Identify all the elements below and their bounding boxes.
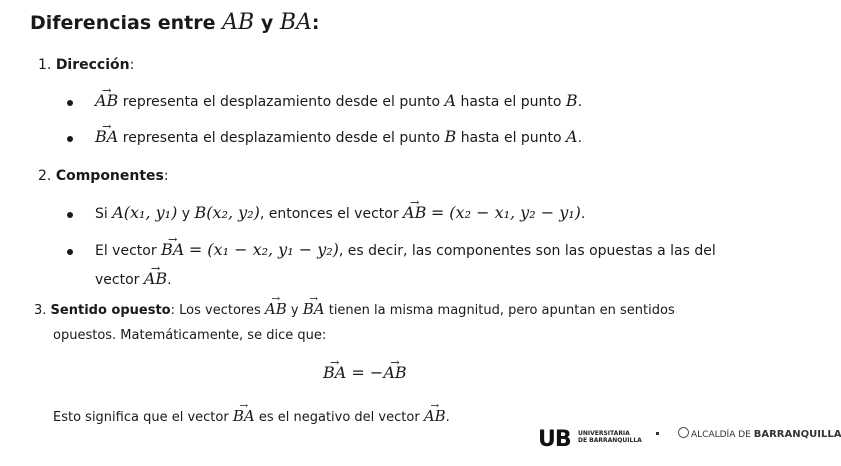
ub-text-line2: DE BARRANQUILLA bbox=[578, 437, 642, 444]
vector-ab: → AB bbox=[424, 407, 446, 425]
bullet bbox=[67, 249, 73, 255]
ub-logo-text: UB bbox=[538, 427, 571, 452]
text: El vector bbox=[95, 243, 157, 259]
text: Si bbox=[95, 206, 108, 222]
text: y bbox=[181, 206, 191, 222]
item-label: Dirección bbox=[55, 57, 130, 73]
componentes-bullet-2 bbox=[95, 240, 716, 259]
text: representa el desplazamiento desde el punto bbox=[122, 94, 441, 110]
equation: = (x₂ − x₁, y₂ − y₁) bbox=[430, 203, 581, 222]
text: tienen la misma magnitud, pero apuntan en sentidos bbox=[328, 303, 675, 318]
ub-text-line1: UNIVERSITARIA bbox=[578, 430, 630, 437]
sentido-significa bbox=[53, 407, 450, 425]
equation-ba-neg-ab bbox=[323, 363, 407, 382]
vector-ba: → BA bbox=[95, 127, 118, 146]
item-sentido-line2 bbox=[53, 328, 326, 343]
item-number: 2. bbox=[38, 168, 52, 184]
bullet bbox=[67, 136, 73, 142]
ub-logo bbox=[538, 427, 571, 452]
direccion-bullet-1 bbox=[95, 91, 582, 110]
item-direccion-heading bbox=[38, 57, 134, 73]
text: Esto significa que el vector bbox=[53, 410, 229, 425]
item-colon: : bbox=[163, 168, 169, 184]
equation: = (x₁ − x₂, y₁ − y₂) bbox=[188, 240, 339, 259]
point: A bbox=[566, 127, 578, 146]
title-text: Diferencias entre bbox=[30, 12, 216, 34]
vector-ab: → AB bbox=[403, 203, 426, 222]
punct: . bbox=[580, 206, 586, 222]
point: A bbox=[444, 91, 457, 110]
item-sentido-line1 bbox=[34, 300, 675, 318]
text: , es decir, las componentes son las opuestas a las del bbox=[338, 243, 716, 259]
title-ab: AB bbox=[222, 10, 255, 35]
equation-operator: = − bbox=[351, 363, 384, 382]
punct: . bbox=[167, 272, 172, 288]
item-label: Sentido opuesto bbox=[50, 303, 171, 318]
text: , entonces el vector bbox=[259, 206, 399, 222]
text: y bbox=[290, 303, 299, 318]
punct: . bbox=[577, 94, 583, 110]
item-colon: : bbox=[129, 57, 135, 73]
alcaldia-prefix: ALCALDÍA DE bbox=[691, 430, 751, 440]
text: opuestos. Matemáticamente, se dice que: bbox=[53, 328, 327, 343]
item-componentes-heading bbox=[38, 168, 169, 184]
vector-ab: → AB bbox=[265, 300, 287, 318]
title-ba: BA bbox=[279, 10, 312, 35]
alcaldia-emblem-icon bbox=[678, 427, 689, 438]
alcaldia-logo bbox=[678, 427, 841, 440]
vector-ba: → BA bbox=[323, 363, 346, 382]
point: B bbox=[444, 127, 457, 146]
direccion-bullet-2 bbox=[95, 127, 582, 146]
text: hasta el punto bbox=[460, 94, 562, 110]
bullet bbox=[67, 100, 73, 106]
page-title bbox=[30, 10, 320, 35]
text: vector bbox=[95, 272, 140, 288]
punct: . bbox=[577, 130, 583, 146]
vector-ba: → BA bbox=[161, 240, 184, 259]
item-colon: : bbox=[170, 303, 175, 318]
vector-ab: → AB bbox=[95, 91, 118, 110]
text: Los vectores bbox=[179, 303, 261, 318]
bullet bbox=[67, 212, 73, 218]
ub-logo-caption bbox=[578, 430, 642, 444]
point-a-coords: A(x₁, y₁) bbox=[112, 203, 178, 222]
point: B bbox=[565, 91, 578, 110]
point-b-coords: B(x₂, y₂) bbox=[194, 203, 260, 222]
item-label: Componentes bbox=[55, 168, 164, 184]
footer-separator bbox=[656, 432, 659, 435]
componentes-bullet-1 bbox=[95, 203, 585, 222]
alcaldia-name: BARRANQUILLA bbox=[753, 429, 841, 440]
vector-ba: → BA bbox=[303, 300, 325, 318]
item-number: 1. bbox=[38, 57, 52, 73]
text: es el negativo del vector bbox=[258, 410, 420, 425]
componentes-bullet-2-line2 bbox=[95, 269, 172, 288]
punct: . bbox=[445, 410, 450, 425]
title-colon: : bbox=[311, 12, 320, 34]
vector-ab: → AB bbox=[144, 269, 167, 288]
item-number: 3. bbox=[34, 303, 47, 318]
vector-ba: → BA bbox=[233, 407, 255, 425]
text: representa el desplazamiento desde el punto bbox=[122, 130, 441, 146]
vector-ab: → AB bbox=[383, 363, 406, 382]
title-y: y bbox=[260, 12, 274, 34]
text: hasta el punto bbox=[460, 130, 562, 146]
